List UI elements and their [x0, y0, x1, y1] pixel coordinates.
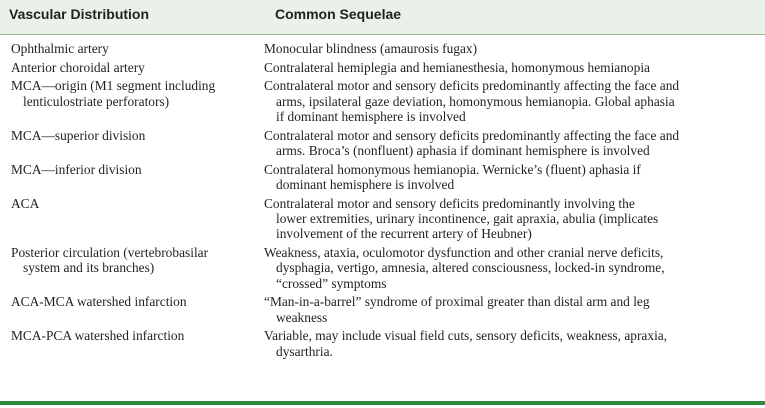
cell-line: Weakness, ataxia, oculomotor dysfunction and other cranial nerve deficits, [264, 245, 664, 260]
cell-line: “Man-in-a-barrel” syndrome of proximal greater than distal arm and leg [264, 294, 650, 310]
cell-line: Contralateral hemiplegia and hemianesthesia, homonymous hemianopia [264, 59, 650, 75]
header-vascular-distribution: Vascular Distribution [9, 6, 150, 22]
table-row [0, 245, 765, 291]
table-row [0, 78, 765, 124]
cell-line: lenticulostriate perforators) [23, 93, 170, 109]
distribution-cell [0, 328, 262, 359]
sequelae-cell [262, 328, 752, 359]
cell-line: MCA—inferior division [11, 161, 142, 177]
cell-line: ACA [11, 195, 40, 211]
cell-line: involvement of the recurrent artery of Heubner) [276, 226, 532, 242]
sequelae-cell [262, 245, 752, 291]
header-common-sequelae: Common Sequelae [275, 6, 402, 22]
cell-line: Contralateral motor and sensory deficits predominantly affecting the face and [264, 127, 680, 143]
cell-line: MCA-PCA watershed infarction [11, 328, 185, 344]
cell-line: Ophthalmic artery [11, 41, 109, 56]
cell-line: arms, ipsilateral gaze deviation, homonymous hemianopia. Global aphasia [276, 93, 675, 109]
sequelae-cell [262, 78, 752, 124]
cell-line: MCA—origin (M1 segment including [11, 78, 216, 94]
distribution-cell [0, 162, 262, 193]
distribution-cell [0, 245, 262, 291]
cell-line: “crossed” symptoms [276, 275, 387, 291]
sequelae-cell [262, 196, 752, 242]
distribution-cell [0, 294, 262, 325]
sequelae-cell [262, 60, 752, 75]
table-row [0, 196, 765, 242]
cell-line: Posterior circulation (vertebrobasilar [11, 245, 209, 260]
distribution-cell [0, 196, 262, 242]
cell-line: dominant hemisphere is involved [276, 177, 455, 192]
distribution-cell [0, 41, 262, 56]
sequelae-cell [262, 128, 752, 159]
bottom-rule [0, 401, 765, 405]
cell-line: if dominant hemisphere is involved [276, 109, 466, 124]
table-header [0, 0, 765, 35]
cell-line: MCA—superior division [11, 127, 146, 143]
table-row [0, 60, 765, 75]
distribution-cell [0, 128, 262, 159]
table-row [0, 128, 765, 159]
cell-line: system and its branches) [23, 260, 155, 276]
cell-line: Monocular blindness (amaurosis fugax) [264, 41, 478, 56]
distribution-cell [0, 78, 262, 124]
table-row [0, 162, 765, 193]
cell-line: dysphagia, vertigo, amnesia, altered consciousness, locked-in syndrome, [276, 260, 665, 276]
sequelae-cell [262, 162, 752, 193]
sequelae-cell [262, 41, 752, 56]
cell-line: Anterior choroidal artery [11, 59, 145, 75]
table-body [0, 41, 765, 362]
distribution-cell [0, 60, 262, 75]
sequelae-cell [262, 294, 752, 325]
cell-line: Contralateral motor and sensory deficits predominantly affecting the face and [264, 78, 680, 94]
cell-line: ACA-MCA watershed infarction [11, 294, 187, 310]
cell-line: Contralateral homonymous hemianopia. Wernicke’s (fluent) aphasia if [264, 161, 641, 177]
table-row [0, 328, 765, 359]
cell-line: dysarthria. [276, 343, 333, 359]
table-row [0, 41, 765, 56]
cell-line: Variable, may include visual field cuts, sensory deficits, weakness, apraxia, [264, 328, 668, 344]
cell-line: weakness [276, 309, 328, 325]
cell-line: lower extremities, urinary incontinence, gait apraxia, abulia (implicates [276, 211, 659, 226]
cell-line: Contralateral motor and sensory deficits predominantly involving the [264, 195, 635, 211]
table-row [0, 294, 765, 325]
cell-line: arms. Broca’s (nonfluent) aphasia if dominant hemisphere is involved [276, 143, 650, 158]
